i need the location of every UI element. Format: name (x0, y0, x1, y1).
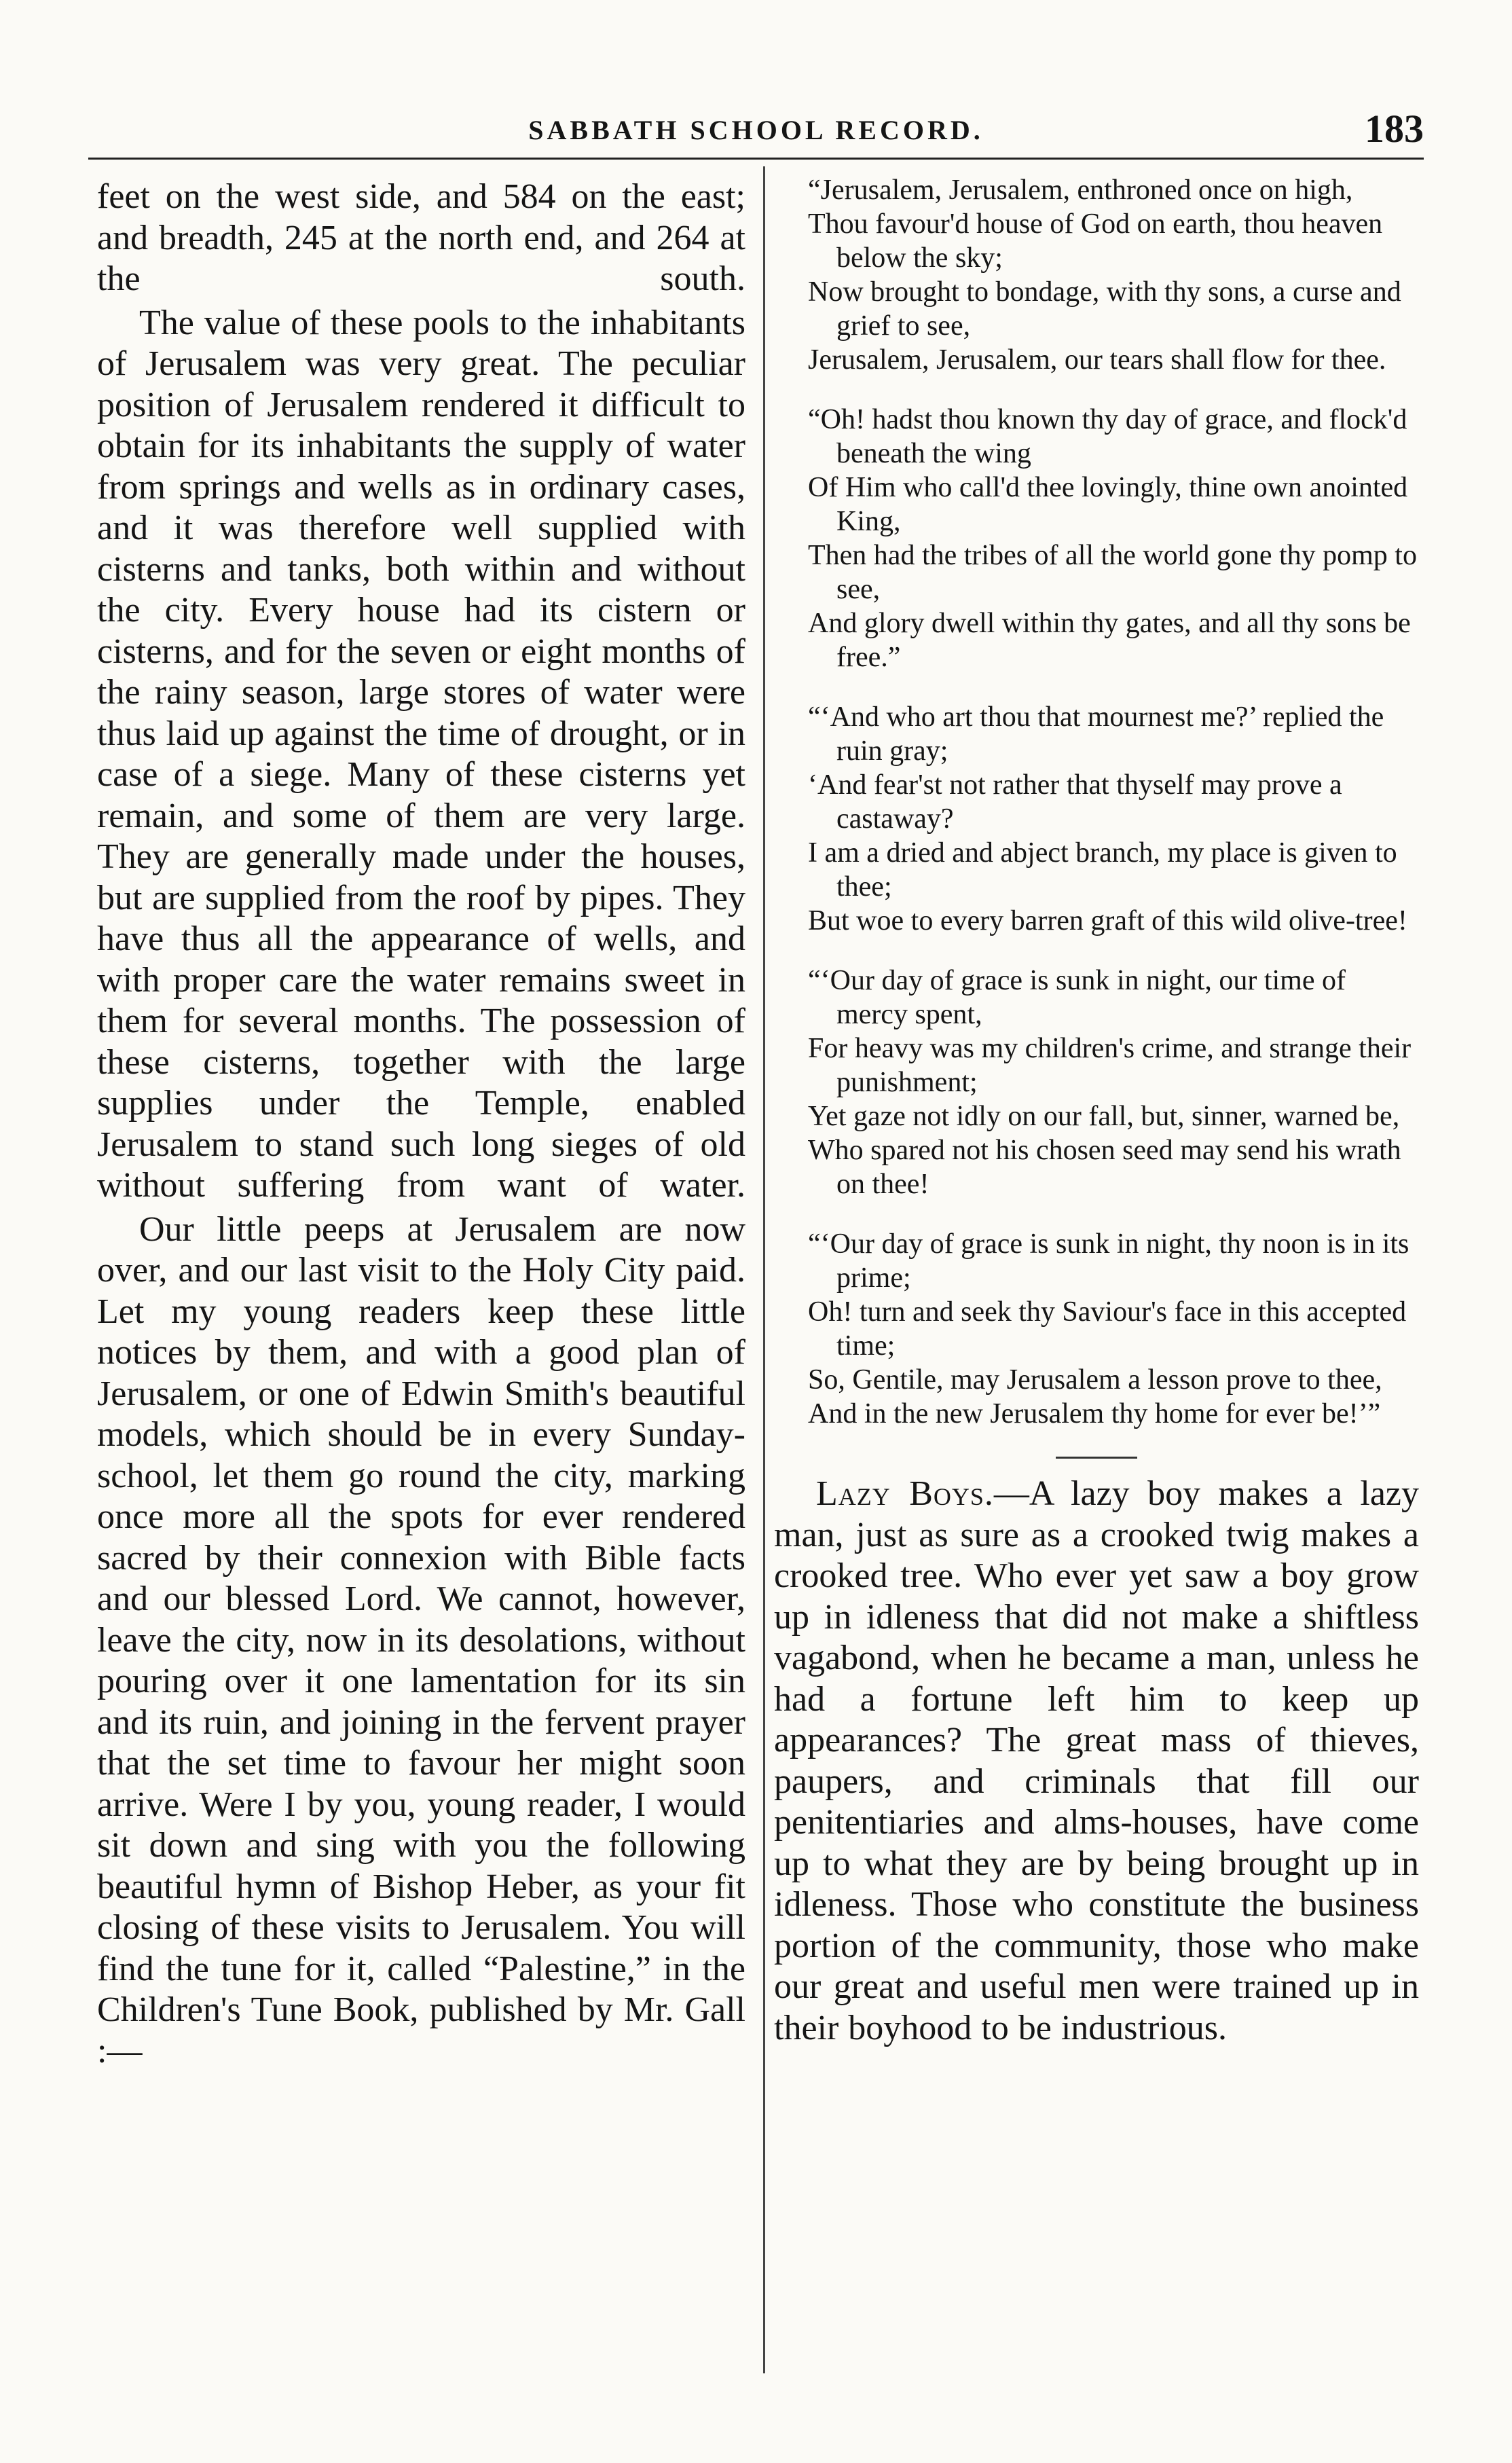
running-title: SABBATH SCHOOL RECORD. (528, 115, 984, 145)
paragraph-closing-visit: Our little peeps at Jerusalem are now over, and our last visit to the Holy City paid. Let my young readers keep these little notices by them, and with a good plan of Jerusalem, or one of Edwin Smith's beautiful models, which should be in every Sunday-school, let them go round the city, marking once more all the spots for ever rendered sacred by their connexion with Bible facts and our blessed Lord. We cannot, however, leave the city, now in its desolations, without pouring over it one lamentation for its sin and its ruin, and joining in the fervent prayer that the set time to favour her might soon arrive. Were I by you, young reader, I would sit down and sing with you the following beautiful hymn of Bishop Heber, as your fit closing of these visits to Jerusalem. You will find the tune for it, called “Palestine,” in the Children's Tune Book, published by Mr. Gall :— (97, 1209, 745, 2070)
column-divider (763, 166, 765, 2373)
verse-line: Yet gaze not idly on our fall, but, sinner, warned be, (808, 1101, 1400, 1132)
section-separator (1056, 1457, 1137, 1459)
hymn-stanza-2 (774, 403, 1419, 674)
verse-line: Now brought to bondage, with thy sons, a curse and grief to see, (808, 276, 1401, 342)
verse-line: I am a dried and abject branch, my place is given to thee; (808, 837, 1397, 902)
verse-line: Then had the tribes of all the world gone thy pomp to see, (808, 540, 1417, 605)
verse-line: ‘And fear'st not rather that thyself may prove a castaway? (808, 769, 1342, 835)
verse-line: “‘Our day of grace is sunk in night, thy noon is in its prime; (808, 1228, 1409, 1294)
hymn-stanza-3 (774, 700, 1419, 938)
verse-line: “Oh! hadst thou known thy day of grace, and flock'd beneath the wing (808, 404, 1407, 469)
verse-line: So, Gentile, may Jerusalem a lesson prove to thee, (808, 1364, 1382, 1395)
lazy-boys-text: —A lazy boy makes a lazy man, just as sure as a crooked twig makes a crooked tree. Who ever yet saw a boy grow up in idleness that did not make a shiftless vagabond, when he became a man, unless he had a fortune left him to keep up appearances? The great mass of thieves, paupers, and criminals that fill our penitentiaries and alms-houses, have come up to what they are by being brought up in idleness. Those who constitute the business portion of the community, those who make our great and useful men were trained up in their boyhood to be industrious. (774, 1474, 1419, 2047)
paragraph-pools-dimensions: feet on the west side, and 584 on the east; and breadth, 245 at the north end, and 264 at the south. (97, 177, 745, 298)
header-rule (88, 158, 1424, 160)
hymn-stanza-1 (774, 173, 1419, 377)
verse-line: Jerusalem, Jerusalem, our tears shall flow for thee. (808, 344, 1386, 376)
verse-line: Thou favour'd house of God on earth, thou heaven below the sky; (808, 208, 1383, 274)
verse-line: Of Him who call'd thee lovingly, thine own anointed King, (808, 472, 1408, 537)
verse-line: And glory dwell within thy gates, and all thy sons be free.” (808, 608, 1411, 673)
page-header (88, 102, 1424, 156)
verse-line: Oh! turn and seek thy Saviour's face in this accepted time; (808, 1296, 1407, 1362)
hymn-stanza-4 (774, 964, 1419, 1201)
verse-line: And in the new Jerusalem thy home for ever be!’” (808, 1398, 1381, 1429)
verse-line: For heavy was my children's crime, and strange their punishment; (808, 1033, 1412, 1098)
verse-line: But woe to every barren graft of this wild olive-tree! (808, 905, 1407, 936)
lazy-boys-paragraph (774, 1474, 1419, 2049)
verse-line: “‘And who art thou that mournest me?’ replied the ruin gray; (808, 701, 1384, 767)
verse-line: Who spared not his chosen seed may send his wrath on thee! (808, 1135, 1401, 1200)
paragraph-cisterns: The value of these pools to the inhabitants of Jerusalem was very great. The peculiar position of Jerusalem rendered it difficult to obtain for its inhabitants the supply of water from springs and wells as in ordinary cases, and it was therefore well supplied with cisterns and tanks, both within and without the city. Every house had its cistern or cisterns, and for the seven or eight months of the rainy season, large stores of water were thus laid up against the time of drought, or in case of a siege. Many of these cisterns yet remain, and some of them are very large. They are generally made under the houses, but are supplied from the roof by pipes. They have thus all the appearance of wells, and with proper care the water remains sweet in them for several months. The possession of these cisterns, together with the large supplies under the Temple, enabled Jerusalem to stand such long sieges of old without suffering from want of water. (97, 303, 745, 1205)
verse-line: “‘Our day of grace is sunk in night, our time of mercy spent, (808, 965, 1346, 1030)
right-column (774, 173, 1419, 2049)
verse-line: “Jerusalem, Jerusalem, enthroned once on high, (808, 175, 1353, 206)
lazy-boys-heading: Lazy Boys. (816, 1474, 994, 1513)
hymn-stanza-5 (774, 1227, 1419, 1431)
left-column (97, 177, 745, 2072)
page-number: 183 (1365, 107, 1424, 151)
